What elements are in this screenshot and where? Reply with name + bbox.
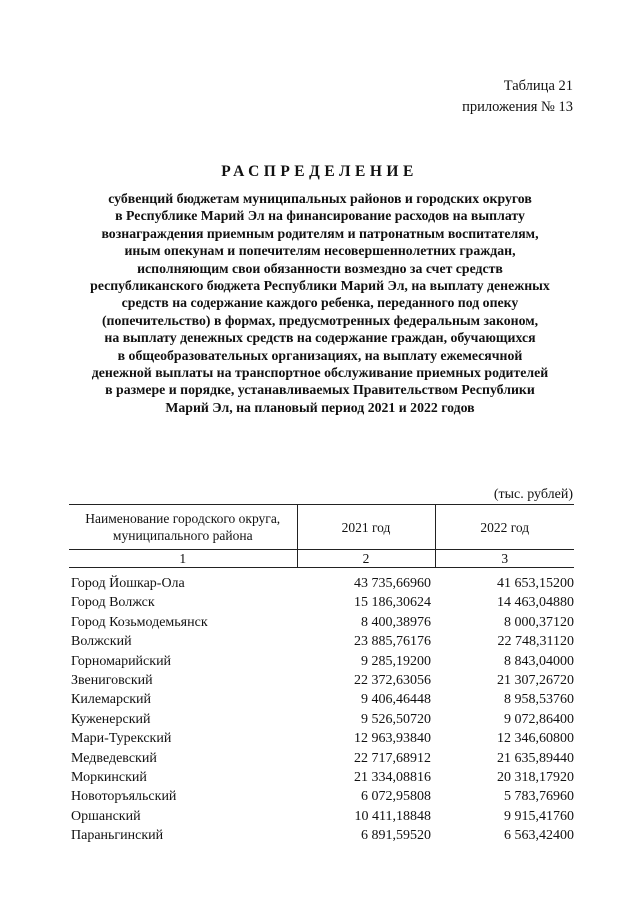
row-value-2022: 20 318,17920: [497, 770, 574, 786]
row-value-2021: 9 526,50720: [361, 711, 431, 727]
units-note: (тыс. рублей): [493, 487, 573, 502]
column-number-2: 2: [297, 550, 435, 568]
row-value-2021: 22 717,68912: [354, 750, 431, 766]
subtitle-line: субвенций бюджетам муниципальных районов и городских округов: [108, 191, 532, 206]
row-value-2021: 22 372,63056: [354, 673, 431, 689]
appendix-number: приложения № 13: [462, 99, 573, 115]
table-row: [69, 807, 574, 826]
document-subtitle: [40, 190, 600, 416]
column-header-name: [69, 505, 297, 550]
row-name: Город Йошкар-Ола: [71, 576, 185, 591]
subtitle-line: денежной выплаты на транспортное обслуживание приемных родителей: [91, 365, 549, 381]
row-value-2021: 43 735,66960: [354, 576, 431, 591]
table-row: [69, 632, 574, 651]
row-value-2022: 21 635,89440: [497, 750, 574, 766]
subtitle-line: на выплату денежных средств на содержание граждан, обучающихся: [104, 330, 536, 346]
row-value-2022: 8 000,37120: [504, 614, 574, 630]
table-row: [69, 768, 574, 787]
table-row: [69, 710, 574, 729]
subtitle-line: иным опекунам и попечителям несовершеннолетних граждан,: [124, 243, 516, 259]
row-value-2021: 10 411,18848: [354, 808, 431, 824]
column-header-2021: 2021 год: [297, 505, 435, 550]
row-value-2021: 23 885,76176: [354, 634, 431, 650]
distribution-table: [69, 504, 574, 846]
table-row: [69, 593, 574, 612]
row-value-2022: 6 563,42400: [504, 828, 574, 844]
table-row: [69, 652, 574, 671]
row-value-2022: 5 783,76960: [504, 789, 574, 805]
row-name: Моркинский: [71, 770, 147, 786]
row-name: Мари-Турекский: [71, 731, 172, 747]
column-header-name-line: муниципального района: [112, 528, 253, 543]
subtitle-line: в общеобразовательных организациях, на выплату ежемесячной: [117, 347, 523, 363]
column-number-3: 3: [435, 550, 574, 568]
row-value-2022: 12 346,60800: [497, 731, 574, 747]
row-name: Звениговский: [71, 673, 153, 689]
row-value-2021: 8 400,38976: [361, 614, 431, 630]
row-value-2022: 8 958,53760: [504, 692, 574, 708]
subtitle-line: республиканского бюджета Республики Марий Эл, на выплату денежных: [90, 278, 550, 294]
row-name: Горномарийский: [71, 653, 172, 669]
subtitle-line: (попечительство) в формах, предусмотренных федеральным законом,: [101, 312, 539, 328]
row-value-2022: 8 843,04000: [504, 653, 574, 669]
row-value-2021: 9 285,19200: [361, 653, 431, 669]
row-name: Город Козьмодемьянск: [71, 614, 208, 630]
column-header-2022: 2022 год: [435, 505, 574, 550]
row-value-2021: 12 963,93840: [354, 731, 431, 747]
table-row: [69, 574, 574, 593]
row-value-2022: 21 307,26720: [497, 673, 574, 689]
table-row: [69, 826, 574, 845]
row-value-2022: 9 915,41760: [504, 808, 574, 824]
row-value-2021: 9 406,46448: [361, 692, 431, 708]
subtitle-line: Марий Эл, на плановый период 2021 и 2022 годов: [165, 399, 475, 415]
row-value-2022: 41 653,15200: [497, 576, 574, 591]
document-title: РАСПРЕДЕЛЕНИЕ: [221, 163, 418, 180]
row-name: Куженерский: [71, 711, 151, 727]
table-row: [69, 729, 574, 748]
row-value-2021: 6 072,95808: [361, 789, 431, 805]
row-name: Город Волжск: [71, 595, 155, 611]
row-name: Оршанский: [71, 808, 141, 824]
table-row: [69, 613, 574, 632]
row-name: Новоторъяльский: [71, 789, 177, 805]
row-value-2022: 9 072,86400: [504, 711, 574, 727]
row-name: Волжский: [71, 634, 132, 650]
row-value-2021: 21 334,08816: [354, 770, 431, 786]
row-name: Килемарский: [71, 692, 152, 708]
table-reference: [462, 76, 573, 118]
row-name: Параньгинский: [71, 828, 164, 844]
subtitle-line: средств на содержание каждого ребенка, переданного под опеку: [121, 295, 519, 311]
row-value-2021: 15 186,30624: [354, 595, 431, 611]
table-row: [69, 671, 574, 690]
table-row: [69, 690, 574, 709]
table-row: [69, 749, 574, 768]
subtitle-line: в Республике Марий Эл на финансирование расходов на выплату: [115, 208, 525, 224]
row-value-2021: 6 891,59520: [361, 828, 431, 844]
subtitle-line: вознаграждения приемным родителям и патронатным воспитателям,: [101, 225, 539, 241]
row-value-2022: 14 463,04880: [497, 595, 574, 611]
row-value-2022: 22 748,31120: [497, 634, 574, 650]
table-number: Таблица 21: [503, 78, 573, 94]
subtitle-line: исполняющим свои обязанности возмездно за счет средств: [137, 260, 503, 276]
row-name: Медведевский: [71, 750, 157, 766]
column-header-name-line: Наименование городского округа,: [85, 511, 281, 526]
subtitle-line: в размере и порядке, устанавливаемых Правительством Республики: [105, 382, 535, 398]
table-row: [69, 787, 574, 806]
column-number-1: 1: [69, 550, 297, 568]
